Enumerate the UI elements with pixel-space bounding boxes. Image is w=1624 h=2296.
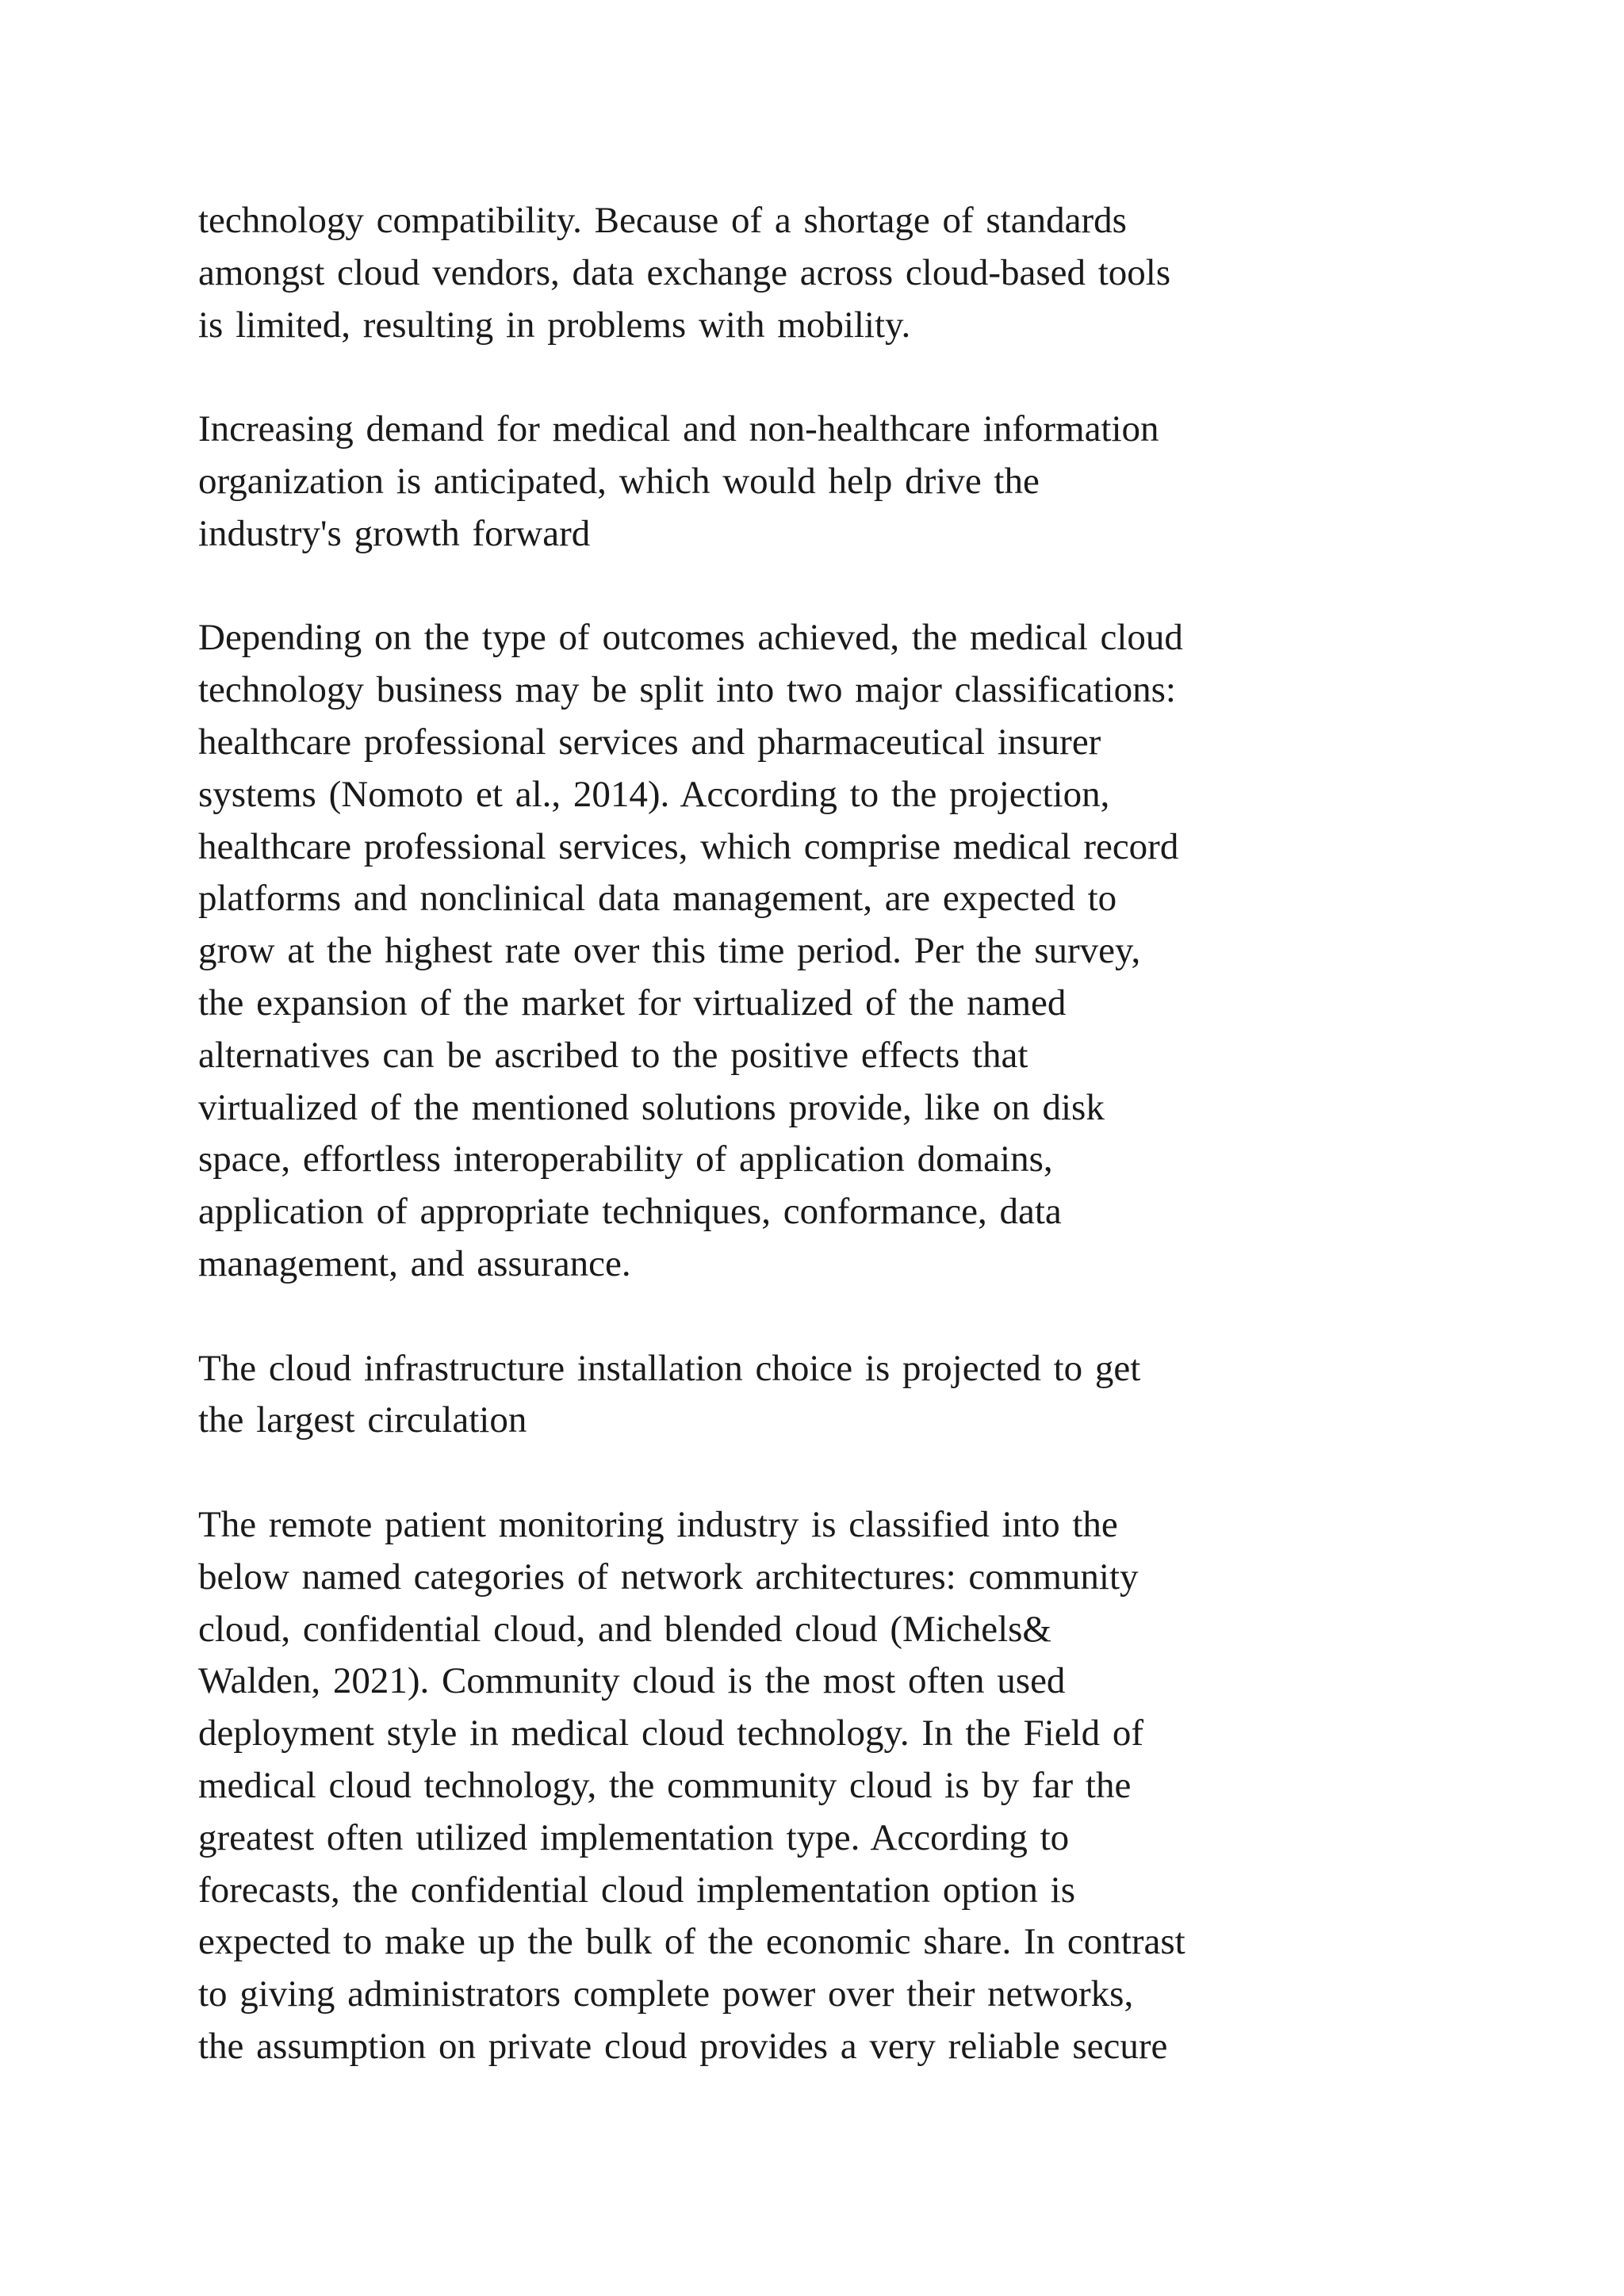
- text-line: technology compatibility. Because of a shortage of standards: [198, 200, 1127, 241]
- paragraph-1: [198, 195, 1467, 351]
- text-line: amongst cloud vendors, data exchange across cloud-based tools: [198, 251, 1171, 293]
- text-line: healthcare professional services, which comprise medical record: [198, 825, 1179, 867]
- text-line: is limited, resulting in problems with mobility.: [198, 304, 911, 346]
- text-line: application of appropriate techniques, conformance, data: [198, 1191, 1062, 1233]
- text-line: systems (Nomoto et al., 2014). According to the projection,: [198, 773, 1110, 815]
- text-line: technology business may be split into two major classifications:: [198, 669, 1176, 711]
- text-line: below named categories of network architectures: community: [198, 1556, 1139, 1598]
- text-line: The remote patient monitoring industry is classified into the: [198, 1503, 1118, 1545]
- text-line: Depending on the type of outcomes achieved, the medical cloud: [198, 617, 1183, 659]
- text-line: grow at the highest rate over this time period. Per the survey,: [198, 930, 1141, 972]
- paragraph-4: [198, 1343, 1467, 1448]
- text-line: The cloud infrastructure installation choice is projected to get: [198, 1347, 1141, 1389]
- text-line: the assumption on private cloud provides a very reliable secure: [198, 2025, 1168, 2067]
- text-line: platforms and nonclinical data management, are expected to: [198, 878, 1117, 920]
- text-line: management, and assurance.: [198, 1242, 631, 1284]
- text-line: greatest often utilized implementation type. According to: [198, 1816, 1070, 1858]
- text-line: Walden, 2021). Community cloud is the most often used: [198, 1660, 1066, 1702]
- paragraph-2: [198, 404, 1467, 560]
- text-line: space, effortless interoperability of application domains,: [198, 1138, 1053, 1181]
- text-line: Increasing demand for medical and non-healthcare information: [198, 408, 1159, 450]
- text-line: forecasts, the confidential cloud implementation option is: [198, 1869, 1076, 1911]
- text-line: virtualized of the mentioned solutions provide, like on disk: [198, 1086, 1105, 1128]
- text-line: cloud, confidential cloud, and blended cloud (Michels&: [198, 1608, 1051, 1650]
- text-line: industry's growth forward: [198, 512, 591, 554]
- text-line: expected to make up the bulk of the economic share. In contrast: [198, 1921, 1185, 1963]
- text-line: medical cloud technology, the community cloud is by far the: [198, 1764, 1132, 1806]
- body-text: [198, 195, 1467, 2125]
- text-line: healthcare professional services and pharmaceutical insurer: [198, 721, 1101, 763]
- paragraph-5: [198, 1499, 1467, 2073]
- text-line: alternatives can be ascribed to the positive effects that: [198, 1034, 1028, 1076]
- text-line: organization is anticipated, which would help drive the: [198, 460, 1040, 502]
- text-line: the expansion of the market for virtualized of the named: [198, 982, 1067, 1024]
- paragraph-3: [198, 612, 1467, 1290]
- text-line: the largest circulation: [198, 1399, 527, 1441]
- text-line: deployment style in medical cloud technology. In the Field of: [198, 1712, 1144, 1755]
- text-line: to giving administrators complete power over their networks,: [198, 1973, 1134, 2015]
